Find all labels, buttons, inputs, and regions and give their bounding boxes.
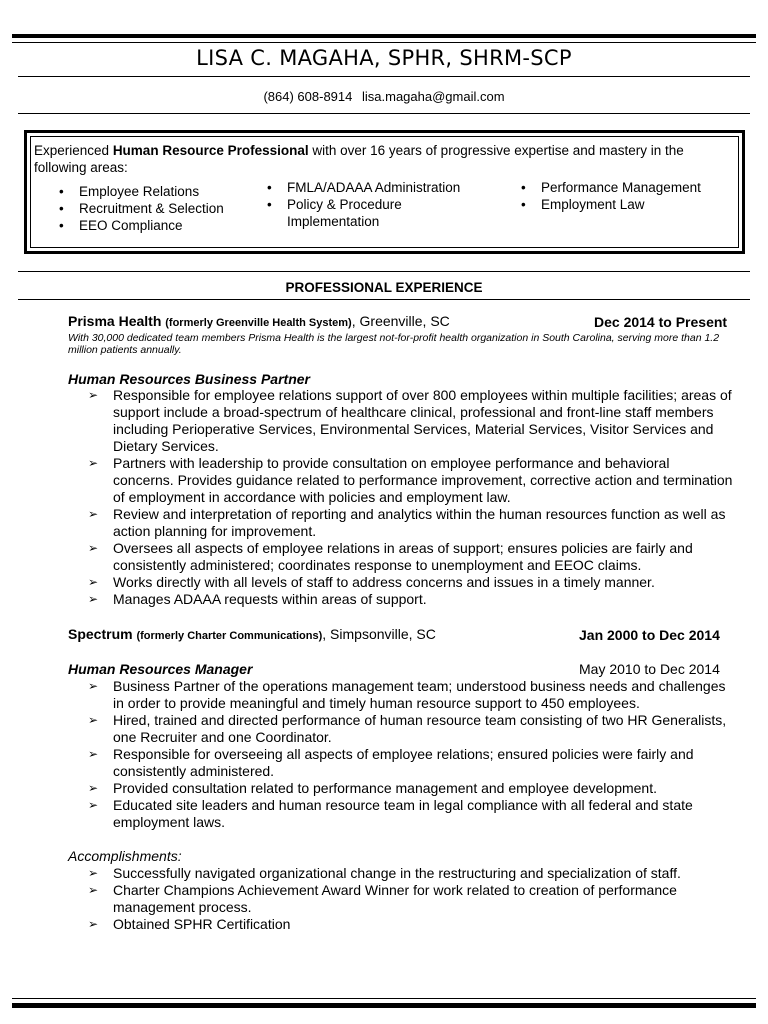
employment-dates: Dec 2014 to Present (594, 314, 728, 330)
skills-column-1 (55, 183, 265, 234)
summary-intro: Experienced Human Resource Professional with over 16 years of progressive expertise and mastery in the following areas: (34, 143, 684, 175)
job-bullets (88, 678, 733, 831)
list-item: ➢ Charter Champions Achievement Award Winner for work related to creation of performance management process. (88, 882, 733, 916)
skill-item: • EEO Compliance (55, 217, 265, 234)
candidate-name: LISA C. MAGAHA, SPHR, SHRM-SCP (196, 46, 572, 70)
accomplishments-list (88, 865, 733, 933)
skills-column-3 (517, 179, 737, 213)
list-item: ➢ Works directly with all levels of staff to address concerns and issues in a timely manner. (88, 574, 733, 591)
list-item: ➢ Oversees all aspects of employee relations in areas of support; ensures policies are fairly and consistently administered; coordinates response to unemployment and EEOC claims. (88, 540, 733, 574)
top-thick-rule (12, 34, 756, 38)
list-item: ➢ Partners with leadership to provide consultation on employee performance and behavioral concerns. Provides guidance related to performance improvement, corrective action and termination of employment in accordance with policies and employment law. (88, 455, 733, 506)
list-item: ➢ Educated site leaders and human resource team in legal compliance with all federal and state employment laws. (88, 797, 733, 831)
role-dates: May 2010 to Dec 2014 (579, 661, 720, 677)
skill-item: • Employment Law (517, 196, 737, 213)
section-title: PROFESSIONAL EXPERIENCE (285, 280, 483, 295)
bottom-thick-rule (12, 1003, 756, 1008)
job-bullets (88, 387, 733, 608)
skill-item: • FMLA/ADAAA Administration (263, 179, 493, 196)
job-title: Human Resources Business Partner (68, 371, 310, 387)
name-divider (18, 76, 750, 77)
skill-item: • Policy & Procedure Implementation (263, 196, 437, 230)
accomplishments-label: Accomplishments: (68, 848, 182, 864)
bottom-thin-rule (12, 998, 756, 999)
top-thin-rule (12, 42, 756, 43)
phone: (864) 608-8914 (263, 89, 353, 104)
list-item: ➢ Manages ADAAA requests within areas of support. (88, 591, 733, 608)
list-item: ➢ Hired, trained and directed performance of human resource team consisting of two HR Generalists, one Recruiter and one Coordinator. (88, 712, 733, 746)
employer-description: With 30,000 dedicated team members Prisma Health is the largest not-for-profit health organization in South Carolina, serving more than 1.2 million patients annually. (68, 332, 720, 356)
employer-line: Spectrum (formerly Charter Communications), Simpsonville, SC (68, 626, 436, 642)
job-title: Human Resources Manager (68, 661, 253, 677)
employer-line: Prisma Health (formerly Greenville Health System), Greenville, SC (68, 313, 450, 329)
list-item: ➢ Responsible for employee relations support of over 800 employees within multiple facilities; areas of support include a broad-spectrum of healthcare clinical, professional and front-line staff members including Perioperative Services, Environmental Services, Material Services, Visitor Services and Dietary Services. (88, 387, 733, 455)
summary-box (24, 130, 745, 254)
list-item: ➢ Successfully navigated organizational change in the restructuring and specialization of staff. (88, 865, 733, 882)
email: lisa.magaha@gmail.com (362, 89, 505, 104)
employment-dates: Jan 2000 to Dec 2014 (579, 627, 720, 643)
skills-column-2 (263, 179, 493, 230)
skill-item: • Performance Management (517, 179, 737, 196)
skill-item: • Recruitment & Selection (55, 200, 265, 217)
section-top-rule (18, 271, 750, 272)
contact-divider (18, 113, 750, 114)
list-item: ➢ Obtained SPHR Certification (88, 916, 733, 933)
skill-item: • Employee Relations (55, 183, 265, 200)
contact-line (0, 89, 768, 104)
section-bottom-rule (18, 299, 750, 300)
list-item: ➢ Business Partner of the operations management team; understood business needs and challenges in order to provide meaningful and timely human resource support to 450 employees. (88, 678, 733, 712)
list-item: ➢ Review and interpretation of reporting and analytics within the human resources function as well as action planning for improvement. (88, 506, 733, 540)
list-item: ➢ Responsible for overseeing all aspects of employee relations; ensured policies were fairly and consistently administered. (88, 746, 733, 780)
list-item: ➢ Provided consultation related to performance management and employee development. (88, 780, 733, 797)
